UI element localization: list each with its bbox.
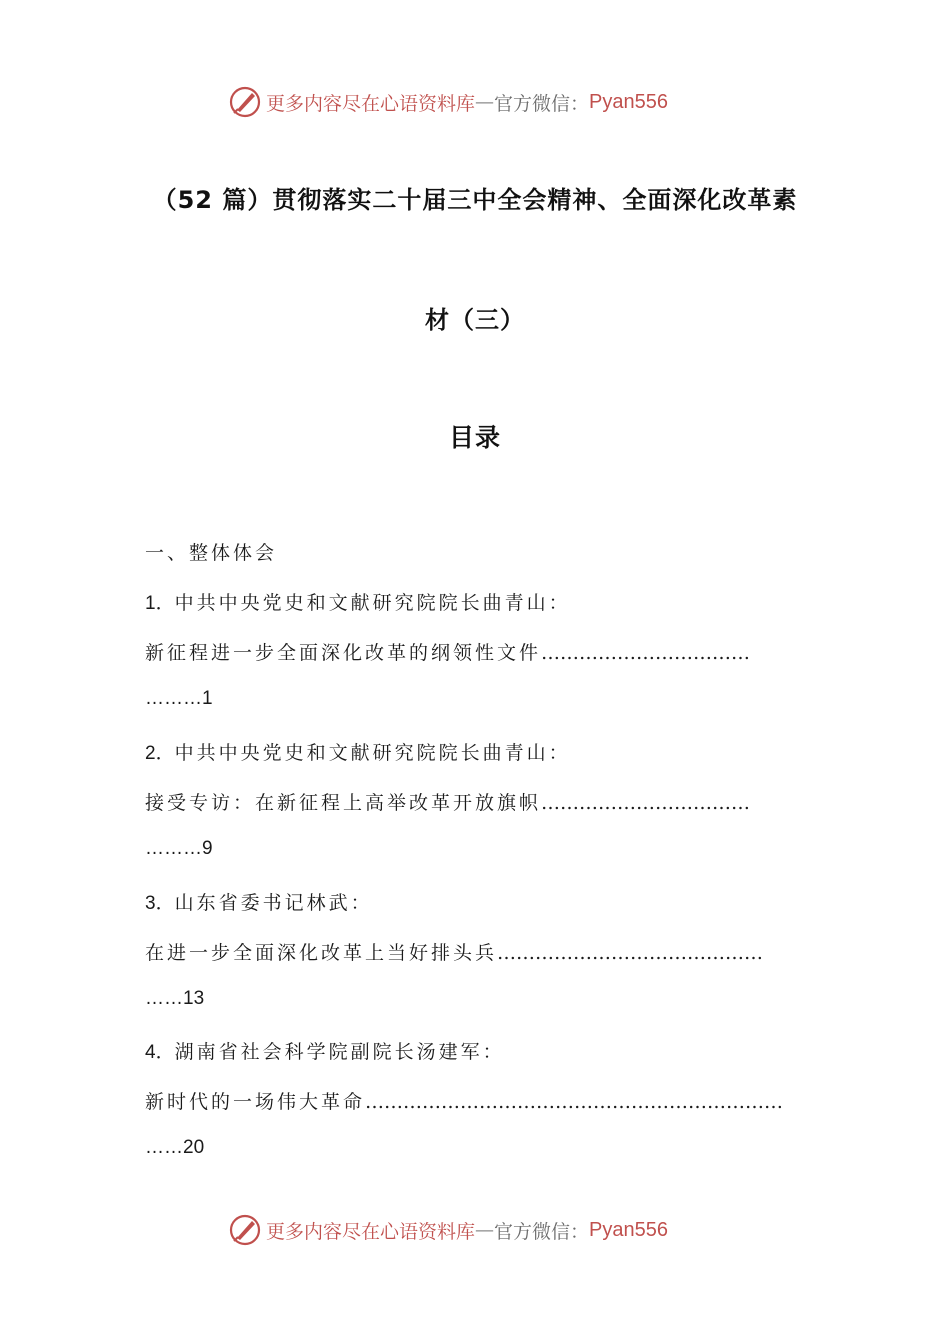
toc-heading: 目录 (448, 423, 501, 452)
toc-leader-dots: …………………………… (541, 792, 751, 814)
toc-entry-title-text[interactable]: 接受专访：在新征程上高举改革开放旗帜 (145, 792, 542, 814)
toc-entry-author (145, 588, 810, 615)
toc-leader-dots: …… (145, 1137, 183, 1158)
toc-entry-number: 4． (145, 1042, 175, 1063)
toc-entry-title[interactable] (145, 1087, 810, 1114)
toc-page-number: 13 (183, 988, 205, 1009)
toc-leader-dots: ………………………………………………………… (365, 1091, 784, 1113)
wechat-id: Pyan556 (589, 90, 668, 113)
toc-entry-number: 2． (145, 743, 175, 764)
official-wechat-label: 官方微信： (494, 92, 590, 115)
toc-leader-dots: ……… (145, 688, 202, 709)
toc-leader-dots: ……… (145, 838, 202, 859)
toc-entry-page-line (145, 838, 213, 860)
toc-entry-author-text: 湖南省社会科学院副院长汤建军： (174, 1041, 505, 1063)
toc-entry-number: 3． (145, 893, 175, 914)
toc-entry-number: 1． (145, 593, 175, 614)
toc-entry-title[interactable] (145, 788, 810, 815)
toc-entry-author-text: 中共中央党史和文献研究院院长曲青山： (174, 742, 571, 764)
toc-page-number: 9 (202, 838, 213, 859)
toc-leader-dots: …………………………………… (497, 942, 764, 964)
toc-entry-author-text: 中共中央党史和文献研究院院长曲青山： (174, 592, 571, 614)
quill-pen-icon (228, 85, 262, 119)
toc-section-heading: 一、整体体会 (145, 542, 278, 564)
quill-pen-icon (228, 1213, 262, 1247)
toc-leader-dots: …………………………… (541, 642, 751, 664)
toc-entry-title-text[interactable]: 新时代的一场伟大革命 (145, 1091, 366, 1113)
toc-page-number: 20 (183, 1137, 205, 1158)
toc-entry-page-line (145, 688, 213, 710)
official-wechat-label: 官方微信： (494, 1220, 590, 1243)
toc-entry-title-text[interactable]: 在进一步全面深化改革上当好排头兵 (145, 942, 498, 964)
document-title-line2: 材（三） (425, 306, 525, 334)
toc-entry-title-text[interactable]: 新征程进一步全面深化改革的纲领性文件 (145, 642, 542, 664)
toc-leader-dots: …… (145, 988, 183, 1009)
toc-entry-page-line (145, 988, 204, 1010)
toc-entry-author (145, 888, 810, 915)
header-banner (228, 84, 728, 120)
toc-entry-title[interactable] (145, 938, 810, 965)
wechat-id: Pyan556 (589, 1218, 668, 1241)
toc-entry-author-text: 山东省委书记林武： (174, 892, 373, 914)
toc-entry-page-line (145, 1137, 204, 1159)
toc-entry-author (145, 738, 810, 765)
banner-dash: — (475, 1219, 495, 1241)
toc-entry-title[interactable] (145, 638, 810, 665)
footer-banner (228, 1212, 728, 1248)
document-title-line1: （52 篇）贯彻落实二十届三中全会精神、全面深化改革素 (152, 186, 798, 214)
toc-entry-author (145, 1037, 810, 1064)
brand-text: 更多内容尽在心语资料库 (266, 92, 476, 115)
brand-text: 更多内容尽在心语资料库 (266, 1220, 476, 1243)
banner-dash: — (475, 91, 495, 113)
toc-page-number: 1 (202, 688, 213, 709)
